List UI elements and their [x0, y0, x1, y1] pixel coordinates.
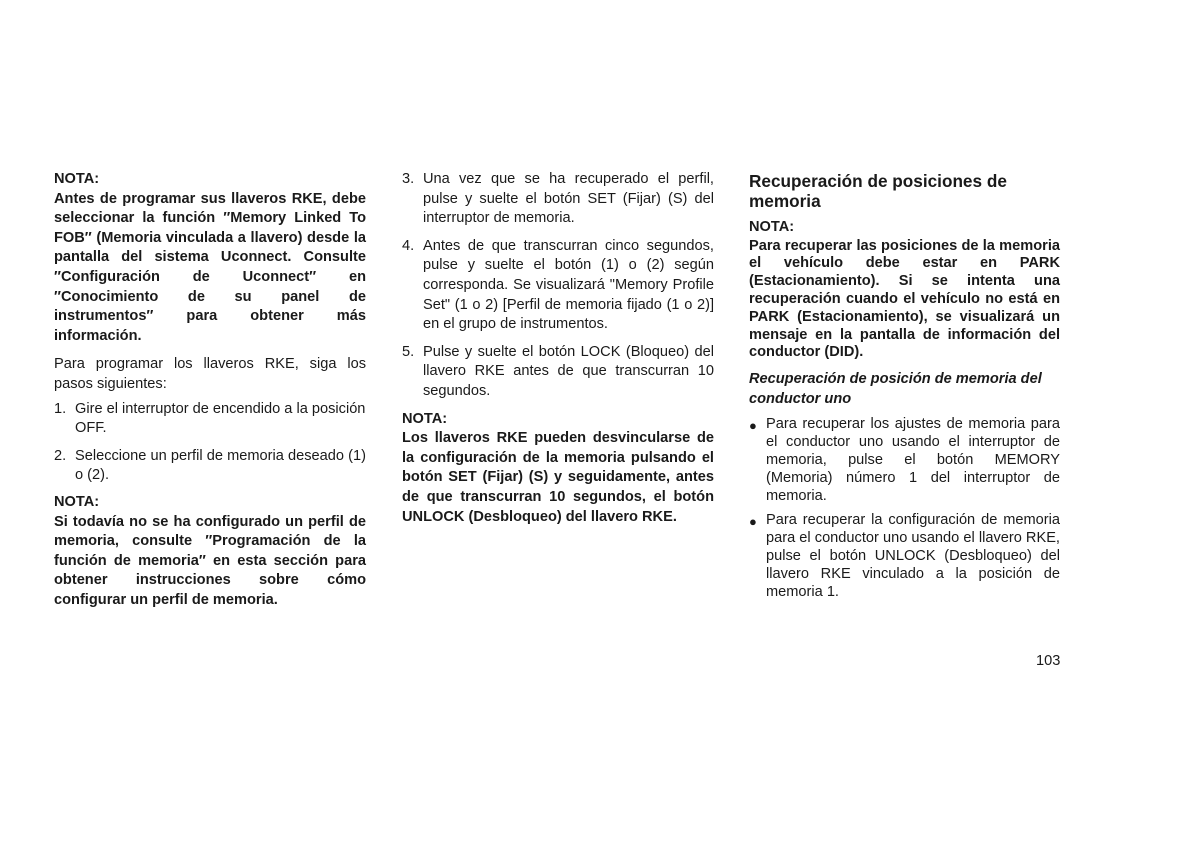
subsection-heading: Recuperación de posición de memoria del conductor uno — [749, 371, 1042, 407]
step-number: 4. — [402, 237, 415, 254]
bullet-list — [749, 416, 1060, 601]
list-item — [402, 170, 714, 229]
step-text: Antes de que transcurran cinco segundos, pulse y suelte el botón (1) o (2) según corresponda. Se visualizará "Memory Profile Set" (1 o 2) [Perfil de memoria fijado (1 o 2)] en el grupo de instrumentos. — [423, 237, 714, 333]
list-item — [749, 512, 1060, 601]
step-text: Gire el interruptor de encendido a la posición OFF. — [75, 400, 366, 437]
column-right — [749, 170, 1060, 601]
bullet-text: Para recuperar los ajustes de memoria para el conductor uno usando el interruptor de memoria, pulse el botón MEMORY (Memoria) número 1 del interruptor de memoria. — [766, 416, 1060, 504]
list-item — [54, 400, 366, 439]
list-item — [402, 343, 714, 402]
steps-list — [54, 400, 366, 486]
column-left — [54, 170, 366, 610]
bullet-icon: ● — [749, 514, 757, 530]
note-label: NOTA: — [749, 219, 795, 235]
step-number: 1. — [54, 400, 67, 417]
column-middle — [402, 170, 714, 527]
bullet-icon: ● — [749, 418, 757, 434]
intro-paragraph: Para programar los llaveros RKE, siga los pasos siguientes: — [54, 356, 366, 392]
list-item — [749, 416, 1060, 505]
note-text: Antes de programar sus llaveros RKE, debe seleccionar la función ″Memory Linked To FOB″ (Memoria vinculada a llavero) desde la pantalla del sistema Uconnect. Consulte ″Configuración de Uconnect″ en ″Conocimiento de su panel de instrumentos″ para obtener más información. — [54, 190, 366, 344]
note-text: Si todavía no se ha configurado un perfil de memoria, consulte ″Programación de la función de memoria″ en esta sección para obtener instrucciones sobre cómo configurar un perfil de memoria. — [54, 513, 366, 608]
bullet-text: Para recuperar la configuración de memoria para el conductor uno usando el llavero RKE, pulse el botón UNLOCK (Desbloqueo) del llavero RKE vinculado a la posición de memoria 1. — [766, 512, 1060, 600]
step-text: Seleccione un perfil de memoria deseado (1) o (2). — [75, 447, 366, 484]
step-number: 2. — [54, 447, 67, 464]
note-text: Los llaveros RKE pueden desvincularse de la configuración de la memoria pulsando el botón SET (Fijar) (S) y seguidamente, antes de que transcurran 10 segundos, el botón UNLOCK (Desbloqueo) del llavero RKE. — [402, 430, 714, 525]
step-text: Una vez que se ha recuperado el perfil, pulse y suelte el botón SET (Fijar) (S) del interruptor de memoria. — [423, 171, 714, 227]
note-label: NOTA: — [402, 410, 448, 427]
note-label: NOTA: — [54, 171, 100, 187]
note-label: NOTA: — [54, 493, 100, 510]
note-text: Para recuperar las posiciones de la memoria el vehículo debe estar en PARK (Estacionamiento). Si se intenta una recuperación cuando el vehículo no está en PARK (Estacionamiento), se visualizará un mensaje en la pantalla de información del conductor (DID). — [749, 237, 1060, 361]
step-text: Pulse y suelte el botón LOCK (Bloqueo) del llavero RKE antes de que transcurran 10 segundos. — [423, 343, 714, 399]
list-item — [54, 447, 366, 486]
section-heading: Recuperación de posiciones de memoria — [749, 171, 1007, 211]
step-number: 5. — [402, 343, 415, 360]
page-number: 103 — [1036, 653, 1061, 669]
step-number: 3. — [402, 171, 415, 187]
steps-list — [402, 170, 714, 402]
list-item — [402, 237, 714, 335]
